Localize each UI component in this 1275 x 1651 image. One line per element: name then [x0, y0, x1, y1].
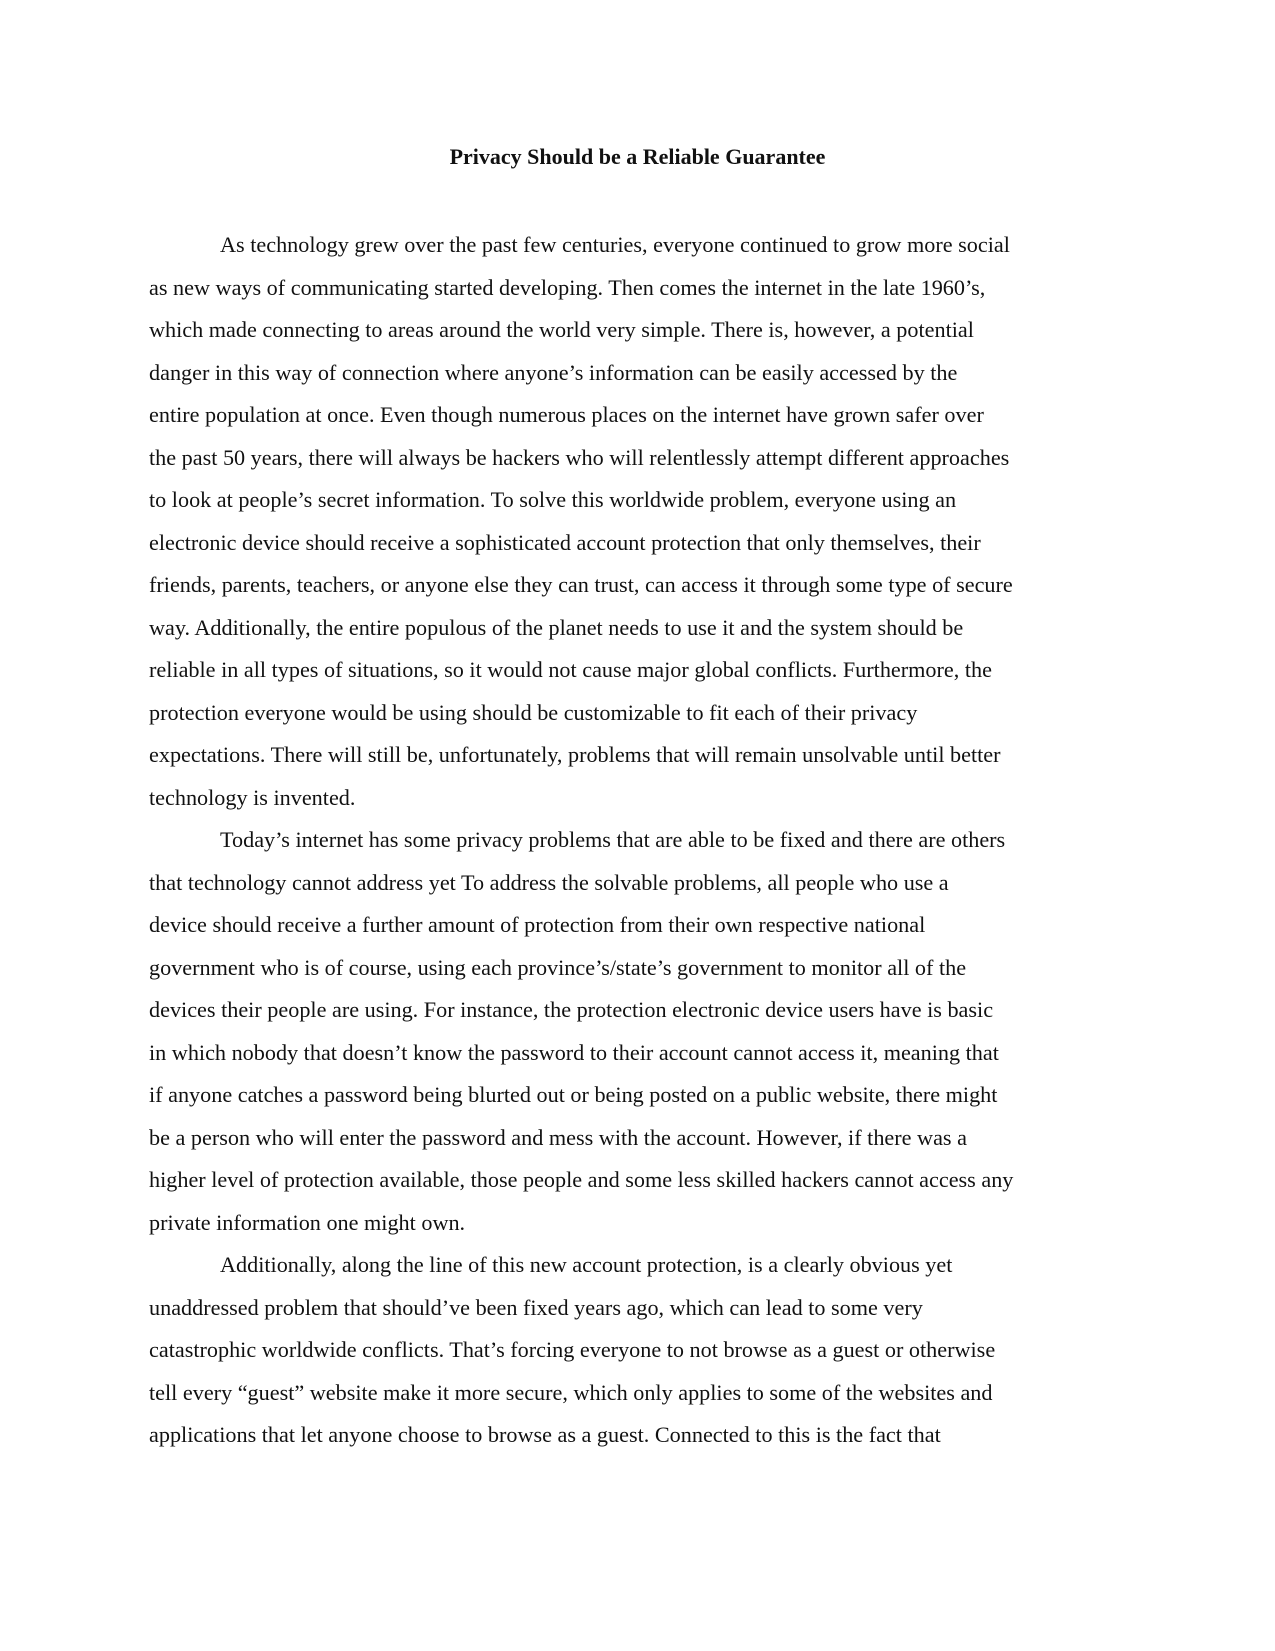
- paragraph-2-line-7: if anyone catches a password being blurted out or being posted on a public website, there might: [149, 1082, 998, 1107]
- paragraph-1-line-5: entire population at once. Even though numerous places on the internet have grown safer over: [149, 402, 984, 427]
- paragraph-1-line-10: way. Additionally, the entire populous of the planet needs to use it and the system should be: [149, 614, 964, 640]
- paragraph-1-line-6: the past 50 years, there will always be hackers who will relentlessly attempt different approaches: [149, 444, 1010, 470]
- paragraph-1-line-3: which made connecting to areas around the world very simple. There is, however, a potential: [149, 317, 974, 342]
- paragraph-3-line-3: catastrophic worldwide conflicts. That’s forcing everyone to not browse as a guest or otherwise: [149, 1337, 996, 1362]
- paragraph-2-line-2: that technology cannot address yet To address the solvable problems, all people who use a: [149, 869, 949, 895]
- paragraph-1-line-9: friends, parents, teachers, or anyone else they can trust, can access it through some type of secure: [149, 572, 1013, 597]
- paragraph-2-line-9: higher level of protection available, those people and some less skilled hackers cannot access any: [149, 1167, 1014, 1192]
- paragraph-1-line-12: protection everyone would be using should be customizable to fit each of their privacy: [149, 699, 918, 725]
- paragraph-3-line-2: unaddressed problem that should’ve been fixed years ago, which can lead to some very: [149, 1294, 923, 1320]
- paragraph-2-line-5: devices their people are using. For instance, the protection electronic device users have is basic: [149, 997, 994, 1022]
- paragraph-2-line-3: device should receive a further amount of protection from their own respective national: [149, 912, 926, 937]
- paragraph-2-line-10: private information one might own.: [149, 1209, 466, 1235]
- paragraph-1-line-4: danger in this way of connection where anyone’s information can be easily accessed by the: [149, 359, 958, 385]
- paragraph-1-line-7: to look at people’s secret information. To solve this worldwide problem, everyone using an: [149, 487, 957, 512]
- paragraph-2-line-6: in which nobody that doesn’t know the password to their account cannot access it, meaning that: [149, 1039, 999, 1065]
- paragraph-3-line-5: applications that let anyone choose to browse as a guest. Connected to this is the fact that: [149, 1422, 941, 1447]
- paragraph-1-line-14: technology is invented.: [149, 784, 356, 810]
- paragraph-1-line-13: expectations. There will still be, unfortunately, problems that will remain unsolvable until better: [149, 742, 1001, 767]
- document-body: [149, 224, 1119, 1457]
- paragraph-3-line-4: tell every “guest” website make it more secure, which only applies to some of the websites and: [149, 1379, 993, 1405]
- paragraph-2-line-4: government who is of course, using each province’s/state’s government to monitor all of the: [149, 954, 967, 980]
- paragraph-1-line-8: electronic device should receive a sophisticated account protection that only themselves, their: [149, 529, 981, 555]
- document-title: Privacy Should be a Reliable Guarantee: [449, 144, 826, 169]
- paragraph-2-line-1: Today’s internet has some privacy problems that are able to be fixed and there are others: [220, 827, 1006, 852]
- paragraph-3-line-1: Additionally, along the line of this new account protection, is a clearly obvious yet: [220, 1252, 953, 1277]
- paragraph-1-line-1: As technology grew over the past few centuries, everyone continued to grow more social: [220, 232, 1010, 257]
- paragraph-2-line-8: be a person who will enter the password and mess with the account. However, if there was a: [149, 1124, 967, 1150]
- paragraph-1-line-11: reliable in all types of situations, so it would not cause major global conflicts. Furthermore, the: [149, 657, 992, 682]
- paragraph-1-line-2: as new ways of communicating started developing. Then comes the internet in the late 1960’s,: [149, 274, 986, 300]
